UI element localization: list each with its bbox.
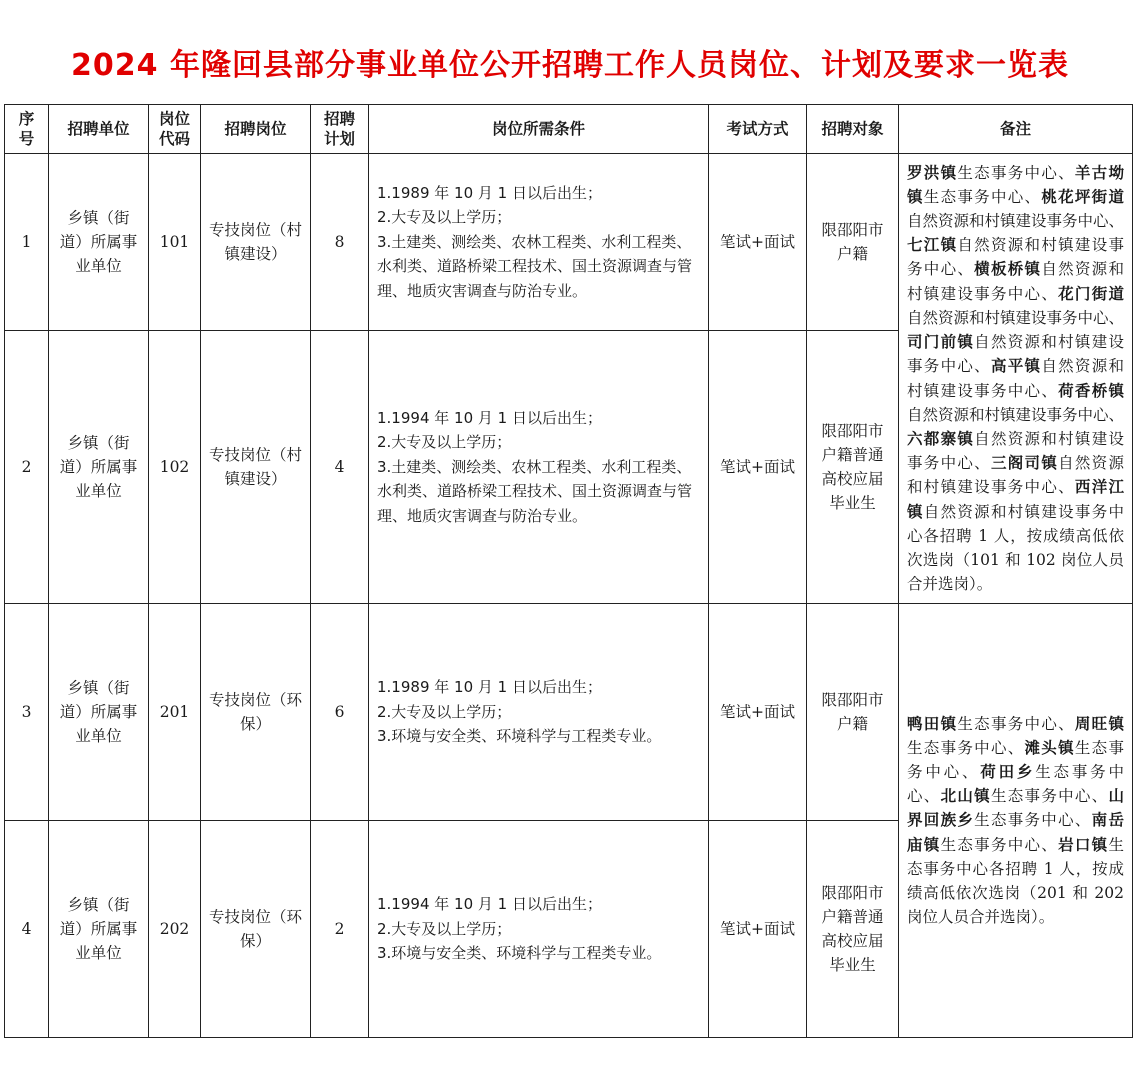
cell-seq: 2 — [5, 331, 49, 604]
header-exam: 考试方式 — [709, 105, 807, 154]
cell-target: 限邵阳市户籍 — [807, 154, 899, 331]
cell-unit: 乡镇（街道）所属事业单位 — [49, 821, 149, 1038]
cell-post: 专技岗位（环保） — [201, 821, 311, 1038]
header-post: 招聘岗位 — [201, 105, 311, 154]
recruitment-table — [4, 104, 1133, 1038]
cell-exam: 笔试+面试 — [709, 604, 807, 821]
cell-post: 专技岗位（环保） — [201, 604, 311, 821]
cell-plan: 2 — [311, 821, 369, 1038]
page-title: 2024 年隆回县部分事业单位公开招聘工作人员岗位、计划及要求一览表 — [71, 48, 1069, 83]
table-row — [5, 604, 1133, 821]
cell-exam: 笔试+面试 — [709, 821, 807, 1038]
cell-conditions: 1.1994 年 10 月 1 日以后出生； 2.大专及以上学历； 3.土建类、测绘类、农林工程类、水利工程类、水利类、道路桥梁工程技术、国土资源调查与管理、地质灾害调查与防治专业。 — [369, 331, 709, 604]
cell-conditions: 1.1989 年 10 月 1 日以后出生； 2.大专及以上学历； 3.土建类、测绘类、农林工程类、水利工程类、水利类、道路桥梁工程技术、国土资源调查与管理、地质灾害调查与防治专业。 — [369, 154, 709, 331]
cell-post: 专技岗位（村镇建设） — [201, 154, 311, 331]
cell-seq: 1 — [5, 154, 49, 331]
cell-unit: 乡镇（街道）所属事业单位 — [49, 154, 149, 331]
header-remarks: 备注 — [899, 105, 1133, 154]
cell-target: 限邵阳市户籍普通高校应届毕业生 — [807, 331, 899, 604]
cell-exam: 笔试+面试 — [709, 331, 807, 604]
cell-code: 101 — [149, 154, 201, 331]
cell-conditions: 1.1989 年 10 月 1 日以后出生； 2.大专及以上学历； 3.环境与安全类、环境科学与工程类专业。 — [369, 604, 709, 821]
cell-seq: 4 — [5, 821, 49, 1038]
cell-unit: 乡镇（街道）所属事业单位 — [49, 604, 149, 821]
table-row — [5, 154, 1133, 331]
header-plan: 招聘 计划 — [311, 105, 369, 154]
cell-remarks-group2: 鸭田镇生态事务中心、周旺镇生态事务中心、滩头镇生态事务中心、荷田乡生态事务中心、北山镇生态事务中心、山界回族乡生态事务中心、南岳庙镇生态事务中心、岩口镇生态事务中心各招聘 1 人，按成绩高低依次选岗（201 和 202 岗位人员合并选岗）。 — [899, 604, 1133, 1038]
cell-code: 201 — [149, 604, 201, 821]
header-seq: 序 号 — [5, 105, 49, 154]
cell-remarks-group1: 罗洪镇生态事务中心、羊古坳镇生态事务中心、桃花坪街道自然资源和村镇建设事务中心、七江镇自然资源和村镇建设事务中心、横板桥镇自然资源和村镇建设事务中心、花门街道自然资源和村镇建设事务中心、司门前镇自然资源和村镇建设事务中心、高平镇自然资源和村镇建设事务中心、荷香桥镇自然资源和村镇建设事务中心、六都寨镇自然资源和村镇建设事务中心、三阁司镇自然资源和村镇建设事务中心、西洋江镇自然资源和村镇建设事务中心各招聘 1 人，按成绩高低依次选岗（101 和 102 岗位人员合并选岗）。 — [899, 154, 1133, 604]
header-target: 招聘对象 — [807, 105, 899, 154]
cell-exam: 笔试+面试 — [709, 154, 807, 331]
cell-unit: 乡镇（街道）所属事业单位 — [49, 331, 149, 604]
header-conditions: 岗位所需条件 — [369, 105, 709, 154]
cell-target: 限邵阳市户籍普通高校应届毕业生 — [807, 821, 899, 1038]
cell-plan: 8 — [311, 154, 369, 331]
cell-plan: 4 — [311, 331, 369, 604]
cell-code: 202 — [149, 821, 201, 1038]
cell-target: 限邵阳市户籍 — [807, 604, 899, 821]
cell-code: 102 — [149, 331, 201, 604]
cell-conditions: 1.1994 年 10 月 1 日以后出生； 2.大专及以上学历； 3.环境与安全类、环境科学与工程类专业。 — [369, 821, 709, 1038]
header-unit: 招聘单位 — [49, 105, 149, 154]
cell-plan: 6 — [311, 604, 369, 821]
cell-seq: 3 — [5, 604, 49, 821]
cell-post: 专技岗位（村镇建设） — [201, 331, 311, 604]
table-header-row — [5, 105, 1133, 154]
header-code: 岗位 代码 — [149, 105, 201, 154]
